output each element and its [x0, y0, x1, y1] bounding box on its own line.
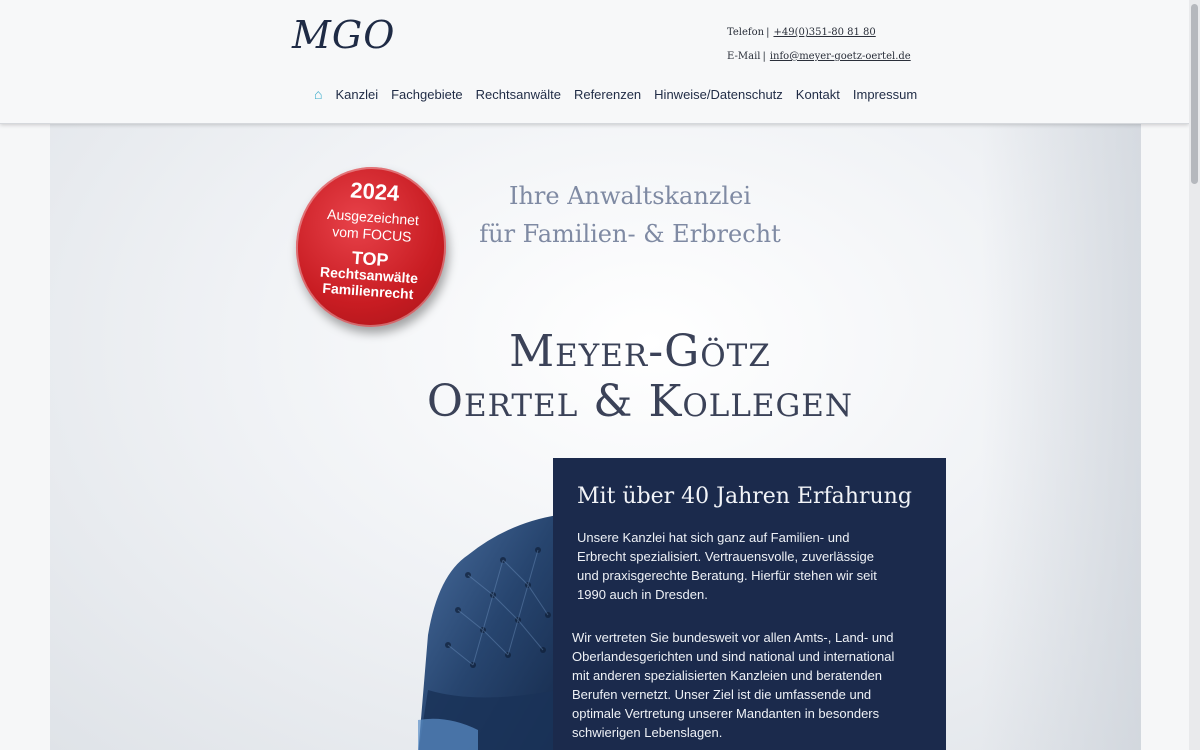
experience-panel — [553, 458, 946, 750]
email-line — [727, 51, 911, 62]
phone-link[interactable]: +49(0)351-80 81 80 — [773, 27, 876, 38]
nav-item-fachgebiete[interactable]: Fachgebiete — [391, 86, 463, 102]
panel-heading: Mit über 40 Jahren Erfahrung — [577, 484, 912, 509]
tagline-line-1: Ihre Anwaltskanzlei — [508, 182, 752, 210]
nav-item-kanzlei[interactable]: Kanzlei — [335, 86, 379, 102]
badge-line-focus: vom FOCUS — [331, 223, 413, 245]
focus-award-badge — [291, 162, 452, 332]
badge-year: 2024 — [349, 177, 401, 206]
phone-separator: | — [766, 27, 770, 38]
phone-line — [727, 27, 876, 38]
nav-item-hinweise-datenschutz[interactable]: Hinweise/Datenschutz — [654, 86, 783, 102]
main-nav — [314, 86, 930, 102]
badge-line-top: TOP — [351, 247, 390, 271]
hero-tagline — [450, 177, 810, 253]
nav-item-rechtsanwaelte[interactable]: Rechtsanwälte — [475, 86, 561, 102]
firm-name-line-1: Meyer-Götz — [509, 326, 771, 377]
home-icon[interactable]: ⌂ — [314, 86, 323, 102]
badge-line-rechtsanwaelte: Rechtsanwälte — [319, 263, 419, 287]
email-label: E-Mail — [727, 51, 761, 62]
panel-paragraph-1: Unsere Kanzlei hat sich ganz auf Familien- und Erbrecht spezialisiert. Vertrauensvolle, zuverlässige und praxisgerechte Beratung. Hierfür stehen wir seit 1990 auch in Dresden. — [577, 530, 877, 602]
nav-item-kontakt[interactable]: Kontakt — [795, 86, 840, 102]
badge-award-text — [296, 204, 448, 248]
email-separator: | — [762, 51, 766, 62]
firm-name-line-2: Oertel & Kollegen — [426, 376, 854, 427]
nav-item-referenzen[interactable]: Referenzen — [573, 86, 642, 102]
scrollbar-thumb[interactable] — [1191, 4, 1198, 184]
page-scrollbar[interactable] — [1189, 0, 1200, 750]
site-header — [0, 0, 1189, 124]
firm-name — [390, 327, 890, 427]
badge-line-familienrecht: Familienrecht — [321, 279, 414, 303]
email-link[interactable]: info@meyer-goetz-oertel.de — [769, 51, 911, 62]
panel-paragraph-2: Wir vertreten Sie bundesweit vor allen Amts-, Land- und Oberlandesgerichten und sind national und international mit anderen spezialisierten Kanzleien und beratenden Berufen vernetzt. Unser Ziel ist die umfassende und optimale Vertretung unserer Mandanten in besonders schwierigen Lebenslagen. — [572, 630, 895, 740]
hero-section — [50, 123, 1141, 750]
badge-title — [293, 246, 446, 304]
nav-item-impressum[interactable]: Impressum — [852, 86, 918, 102]
phone-label: Telefon — [727, 27, 765, 38]
tagline-line-2: für Familien- & Erbrecht — [479, 220, 781, 248]
site-logo[interactable]: MGO — [292, 13, 396, 57]
badge-line-ausgezeichnet: Ausgezeichnet — [326, 205, 420, 229]
